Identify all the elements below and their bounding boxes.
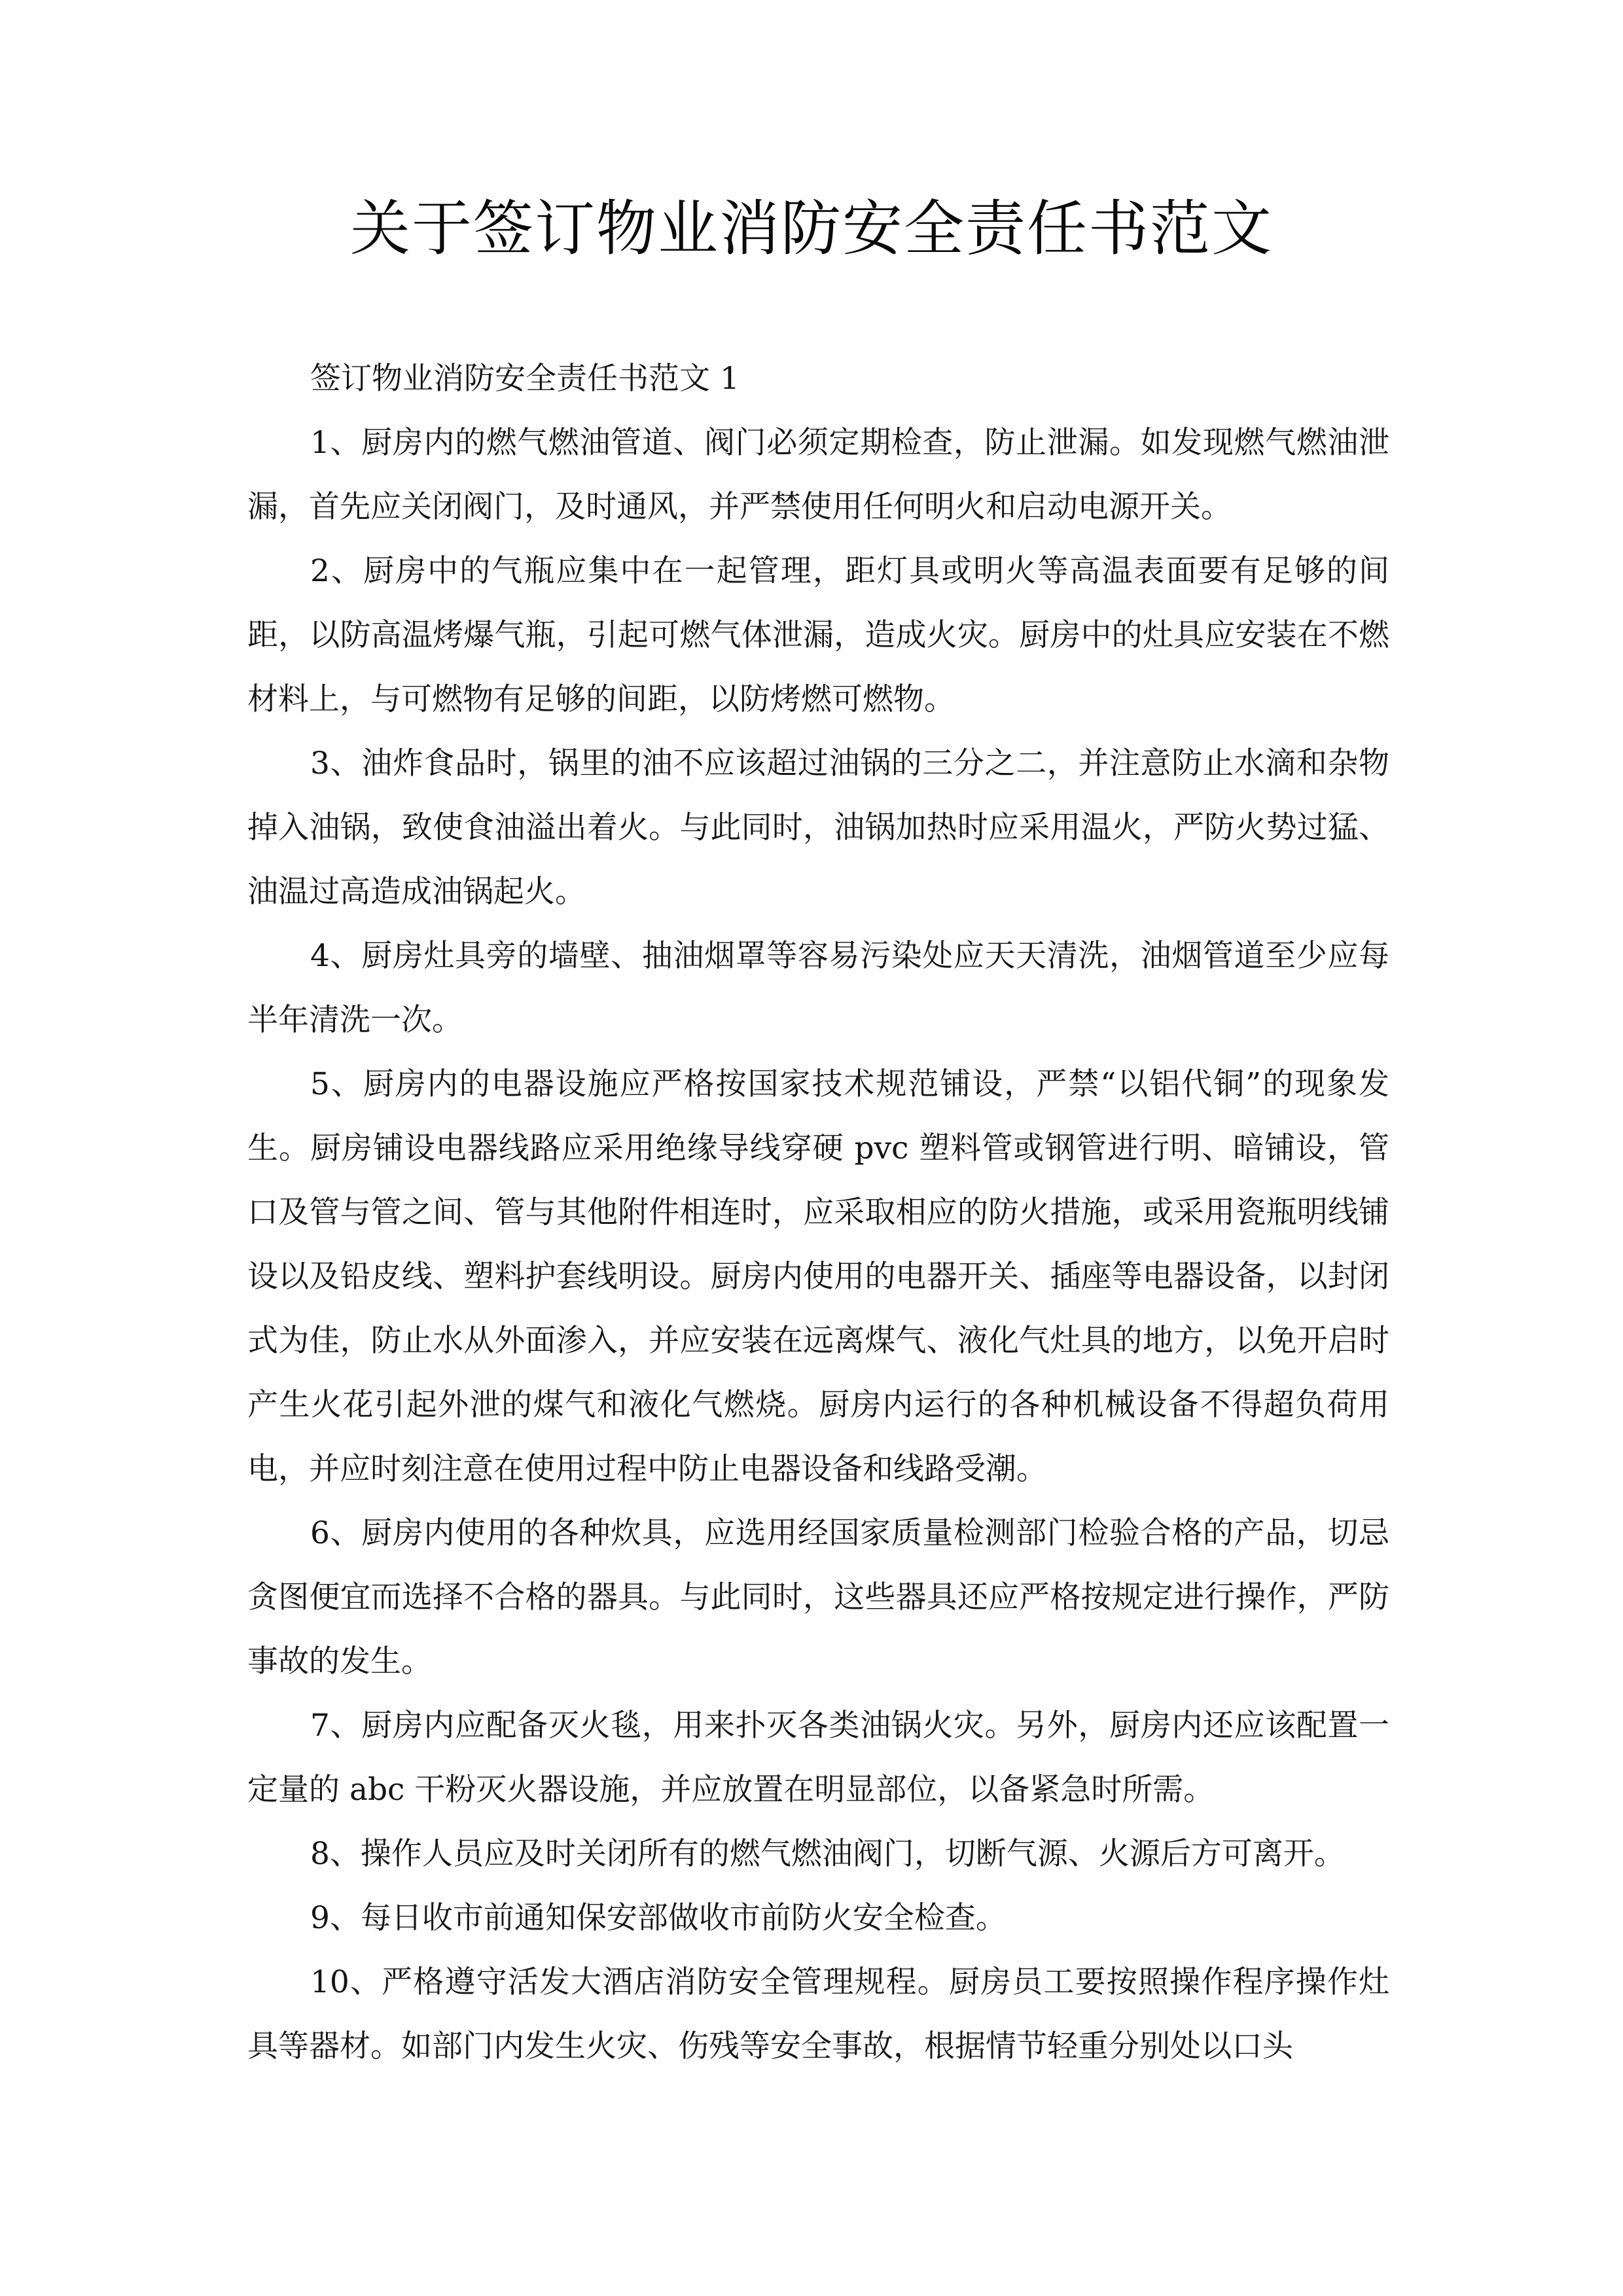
paragraph-1: 1、厨房内的燃气燃油管道、阀门必须定期检查，防止泄漏。如发现燃气燃油泄漏，首先应关闭阀门，及时通风，并严禁使用任何明火和启动电源开关。 (247, 425, 1389, 525)
document-title: 关于签订物业消防安全责任书范文 (349, 194, 1273, 264)
paragraph-10: 10、严格遵守活发大酒店消防安全管理规程。厨房员工要按照操作程序操作灶具等器材。如部门内发生火灾、伤残等安全事故，根据情节轻重分别处以口头 (247, 1964, 1389, 2064)
paragraph-8: 8、操作人员应及时关闭所有的燃气燃油阀门，切断气源、火源后方可离开。 (310, 1836, 1345, 1872)
paragraph-5: 5、厨房内的电器设施应严格按国家技术规范铺设，严禁“以铝代铜”的现象发生。厨房铺设电器线路应采用绝缘导线穿硬 pvc 塑料管或钢管进行明、暗铺设，管口及管与管之间、管与其他附件相连时，应采取相应的防火措施，或采用瓷瓶明线铺设以及铅皮线、塑料护套线明设。厨房内使用的电器开关、插座等电器设备，以封闭式为佳，防止水从外面渗入，并应安装在远离煤气、液化气灶具的地方，以免开启时产生火花引起外泄的煤气和液化气燃烧。厨房内运行的各种机械设备不得超负荷用电，并应时刻注意在使用过程中防止电器设备和线路受潮。 (247, 1066, 1389, 1487)
paragraph-6: 6、厨房内使用的各种炊具，应选用经国家质量检测部门检验合格的产品，切忌贪图便宜而选择不合格的器具。与此同时，这些器具还应严格按规定进行操作，严防事故的发生。 (247, 1515, 1389, 1679)
paragraph-2: 2、厨房中的气瓶应集中在一起管理，距灯具或明火等高温表面要有足够的间距，以防高温烤爆气瓶，引起可燃气体泄漏，造成火灾。厨房中的灶具应安装在不燃材料上，与可燃物有足够的间距，以防烤燃可燃物。 (247, 553, 1389, 717)
paragraph-4: 4、厨房灶具旁的墙壁、抽油烟罩等容易污染处应天天清洗，油烟管道至少应每半年清洗一次。 (247, 938, 1389, 1038)
section-heading: 签订物业消防安全责任书范文 1 (310, 361, 740, 397)
paragraph-3: 3、油炸食品时，锅里的油不应该超过油锅的三分之二，并注意防止水滴和杂物掉入油锅，致使食油溢出着火。与此同时，油锅加热时应采用温火，严防火势过猛、油温过高造成油锅起火。 (247, 745, 1389, 910)
paragraph-9: 9、每日收市前通知保安部做收市前防火安全检查。 (310, 1900, 1007, 1936)
paragraph-7: 7、厨房内应配备灭火毯，用来扑灭各类油锅火灾。另外，厨房内还应该配置一定量的 abc 干粉灭火器设施，并应放置在明显部位，以备紧急时所需。 (247, 1708, 1389, 1808)
document-body (247, 347, 1389, 2079)
